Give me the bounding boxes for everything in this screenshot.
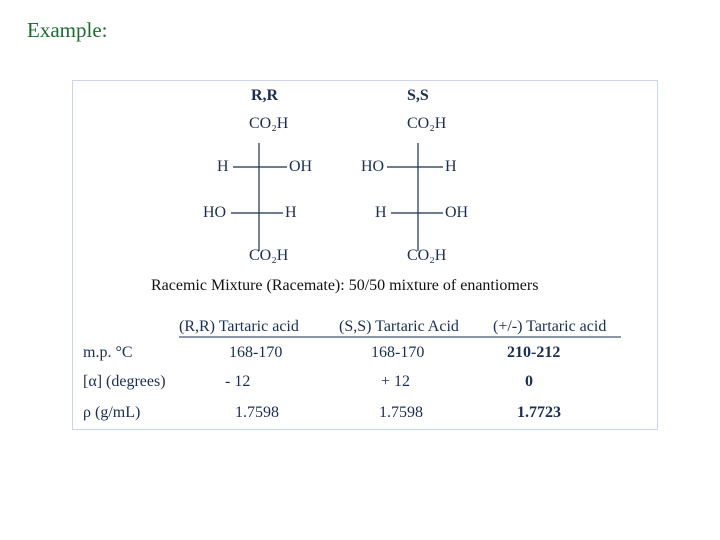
- slide-title: Example:: [27, 18, 108, 42]
- table-header-ss: (S,S) Tartaric Acid: [339, 318, 459, 335]
- table-row-label-rotation: [α] (degrees): [83, 373, 166, 390]
- table-cell: 210-212: [507, 344, 561, 361]
- table-header-racemic: (+/-) Tartaric acid: [493, 318, 607, 335]
- ss-row2-left: H: [375, 204, 387, 221]
- racemic-caption: Racemic Mixture (Racemate): 50/50 mixture of enantiomers: [151, 277, 539, 294]
- rr-top-group: CO₂H: [249, 115, 289, 132]
- table-cell: 0: [525, 373, 533, 390]
- ss-row1-left: HO: [361, 158, 385, 175]
- ss-label: S,S: [407, 87, 429, 104]
- ss-row2-right: OH: [445, 204, 469, 221]
- rr-bottom-group: CO₂H: [249, 247, 289, 264]
- table-cell: 168-170: [371, 344, 425, 361]
- table-row-label-density: ρ (g/mL): [83, 404, 141, 421]
- ss-top-group: CO₂H: [407, 115, 447, 132]
- table-cell: - 12: [225, 373, 251, 390]
- table-cell: 1.7598: [379, 404, 423, 421]
- ss-row1-right: H: [445, 158, 457, 175]
- rr-row2-right: H: [285, 204, 297, 221]
- tartaric-acid-figure: [72, 80, 658, 430]
- table-cell: + 12: [381, 373, 411, 390]
- table-row-label-mp: m.p. °C: [83, 344, 133, 361]
- ss-bottom-group: CO₂H: [407, 247, 447, 264]
- table-cell: 1.7598: [235, 404, 279, 421]
- table-header-rr: (R,R) Tartaric acid: [179, 318, 299, 335]
- rr-label: R,R: [251, 87, 279, 104]
- rr-row1-right: OH: [289, 158, 313, 175]
- rr-row1-left: H: [217, 158, 229, 175]
- table-cell: 1.7723: [517, 404, 561, 421]
- table-cell: 168-170: [229, 344, 283, 361]
- rr-row2-left: HO: [203, 204, 227, 221]
